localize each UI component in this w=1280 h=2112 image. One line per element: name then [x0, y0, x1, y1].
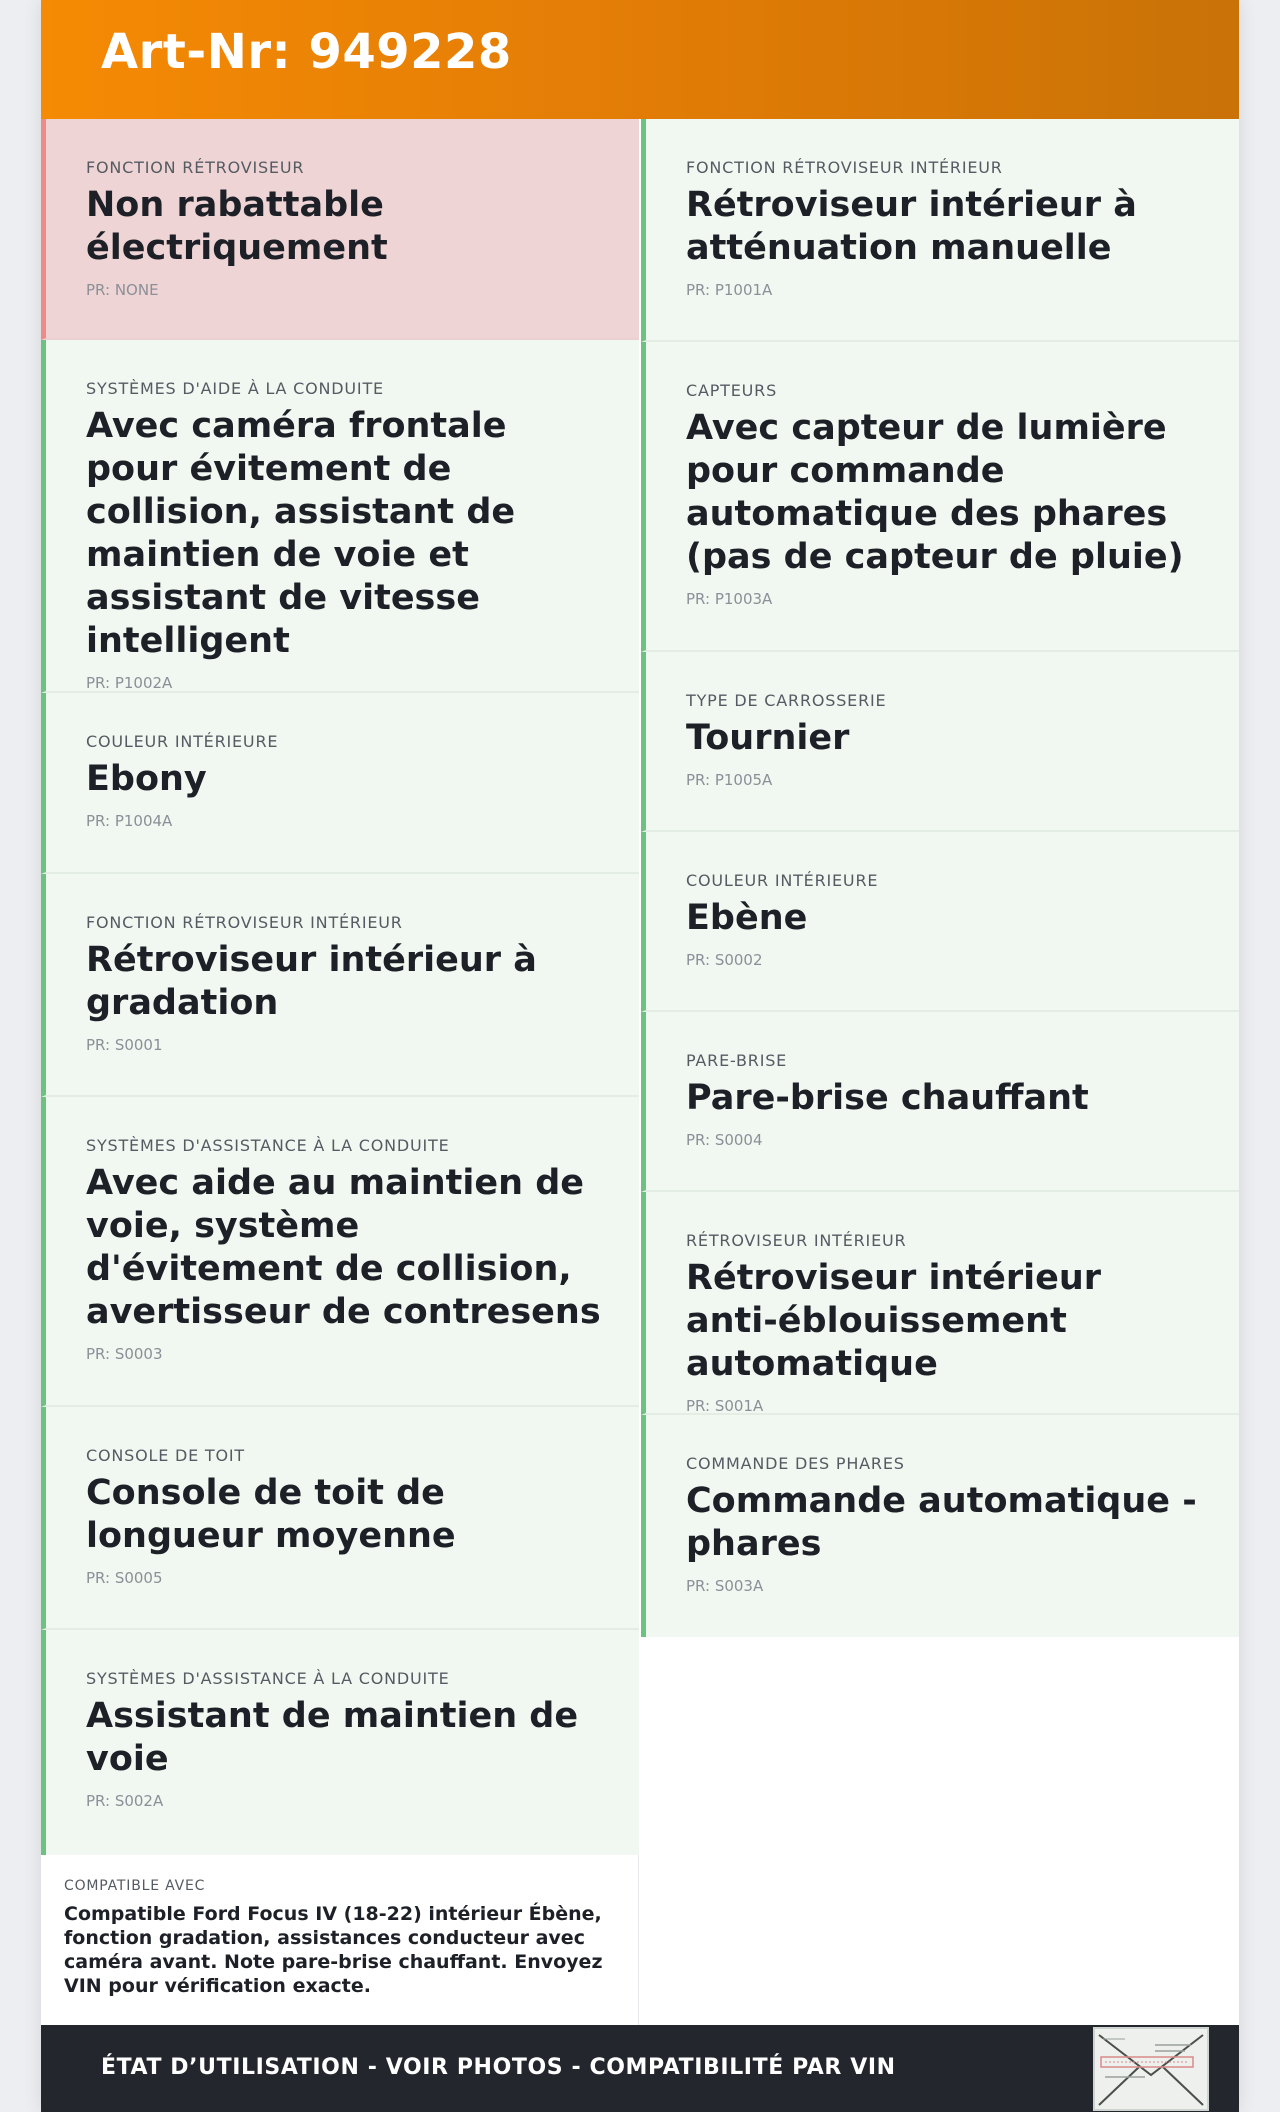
- spec-label: SYSTÈMES D'ASSISTANCE À LA CONDUITE: [86, 1669, 450, 1688]
- article-number-title: Art-Nr: 949228: [101, 24, 512, 80]
- spec-card-interior-mirror: [41, 874, 639, 1097]
- spec-card-interior-color: [641, 832, 1239, 1012]
- spec-card-mirror-function: [41, 119, 639, 340]
- spec-label: TYPE DE CARROSSERIE: [686, 691, 887, 710]
- spec-label: COMMANDE DES PHARES: [686, 1454, 905, 1473]
- spec-card-interior-color: [41, 693, 639, 874]
- spec-label: RÉTROVISEUR INTÉRIEUR: [686, 1231, 907, 1250]
- spec-label: FONCTION RÉTROVISEUR INTÉRIEUR: [686, 158, 1003, 177]
- header-bar: [41, 0, 1239, 119]
- spec-code: PR: NONE: [86, 281, 159, 299]
- spec-label: FONCTION RÉTROVISEUR INTÉRIEUR: [86, 913, 403, 932]
- left-card-column: [41, 119, 639, 1855]
- spec-code: PR: P1003A: [686, 590, 773, 608]
- spec-value: Avec aide au maintien de voie, système d'évitement de collision, avertisseur de contresens: [86, 1163, 601, 1332]
- spec-code: PR: S002A: [86, 1792, 164, 1810]
- spec-value: Avec capteur de lumière pour commande automatique des phares (pas de capteur de pluie): [686, 408, 1184, 577]
- spec-value: Tournier: [686, 718, 850, 758]
- spec-value: Rétroviseur intérieur anti-éblouissement automatique: [686, 1258, 1102, 1384]
- spec-value: Rétroviseur intérieur à atténuation manuelle: [686, 185, 1137, 268]
- compatibility-box: [41, 1855, 639, 2025]
- spec-card-windshield: [641, 1012, 1239, 1192]
- spec-code: PR: S0005: [86, 1569, 163, 1587]
- spec-code: PR: P1001A: [686, 281, 773, 299]
- footer-condition-text: ÉTAT D’UTILISATION - VOIR PHOTOS - COMPATIBILITÉ PAR VIN: [101, 2055, 896, 2080]
- spec-card-headlight-control: [641, 1415, 1239, 1637]
- spec-value: Rétroviseur intérieur à gradation: [86, 940, 537, 1023]
- spec-card-lane-assist: [41, 1630, 639, 1855]
- spec-label: SYSTÈMES D'AIDE À LA CONDUITE: [86, 379, 384, 398]
- spec-code: PR: S0003: [86, 1345, 163, 1363]
- spec-label: PARE-BRISE: [686, 1051, 788, 1070]
- spec-card-assist-systems: [41, 1097, 639, 1407]
- spec-value: Assistant de maintien de voie: [86, 1696, 579, 1779]
- right-card-column: [641, 119, 1239, 1637]
- spec-code: PR: P1005A: [686, 771, 773, 789]
- spec-code: PR: S001A: [686, 1397, 764, 1415]
- spec-label: COULEUR INTÉRIEURE: [686, 871, 879, 890]
- spec-card-interior-mirror: [641, 1192, 1239, 1415]
- spec-label: FONCTION RÉTROVISEUR: [86, 158, 305, 177]
- spec-code: PR: S0001: [86, 1036, 163, 1054]
- spec-value: Ebony: [86, 759, 207, 799]
- envelope-photo-graphic: [1095, 2029, 1207, 2109]
- spec-label: SYSTÈMES D'ASSISTANCE À LA CONDUITE: [86, 1136, 450, 1155]
- spec-value: Ebène: [686, 898, 808, 938]
- spec-card-roof-console: [41, 1407, 639, 1630]
- compatibility-text: Compatible Ford Focus IV (18-22) intérieur Ébène, fonction gradation, assistances conducteur avec caméra avant. Note pare-brise chauffant. Envoyez VIN pour vérification exacte.: [64, 1903, 603, 1997]
- spec-label: COULEUR INTÉRIEURE: [86, 732, 279, 751]
- spec-value: Non rabattable électriquement: [86, 185, 388, 268]
- spec-value: Avec caméra frontale pour évitement de collision, assistant de maintien de voie et assistant de vitesse intelligent: [86, 406, 516, 661]
- spec-code: PR: P1004A: [86, 812, 173, 830]
- spec-card-driving-assist: [41, 340, 639, 693]
- spec-card-body-type: [641, 652, 1239, 832]
- envelope-photo-icon[interactable]: [1093, 2027, 1209, 2111]
- spec-code: PR: S0004: [686, 1131, 763, 1149]
- spec-code: PR: P1002A: [86, 674, 173, 692]
- footer-bar: [41, 2025, 1239, 2112]
- spec-card-interior-mirror-function: [641, 119, 1239, 342]
- spec-value: Console de toit de longueur moyenne: [86, 1473, 456, 1556]
- spec-code: PR: S0002: [686, 951, 763, 969]
- spec-value: Pare-brise chauffant: [686, 1078, 1089, 1118]
- product-sheet: [41, 0, 1239, 2112]
- spec-label: CAPTEURS: [686, 381, 778, 400]
- spec-value: Commande automatique - phares: [686, 1481, 1197, 1564]
- spec-card-sensors: [641, 342, 1239, 652]
- spec-code: PR: S003A: [686, 1577, 764, 1595]
- compatibility-label: COMPATIBLE AVEC: [64, 1878, 206, 1894]
- spec-label: CONSOLE DE TOIT: [86, 1446, 245, 1465]
